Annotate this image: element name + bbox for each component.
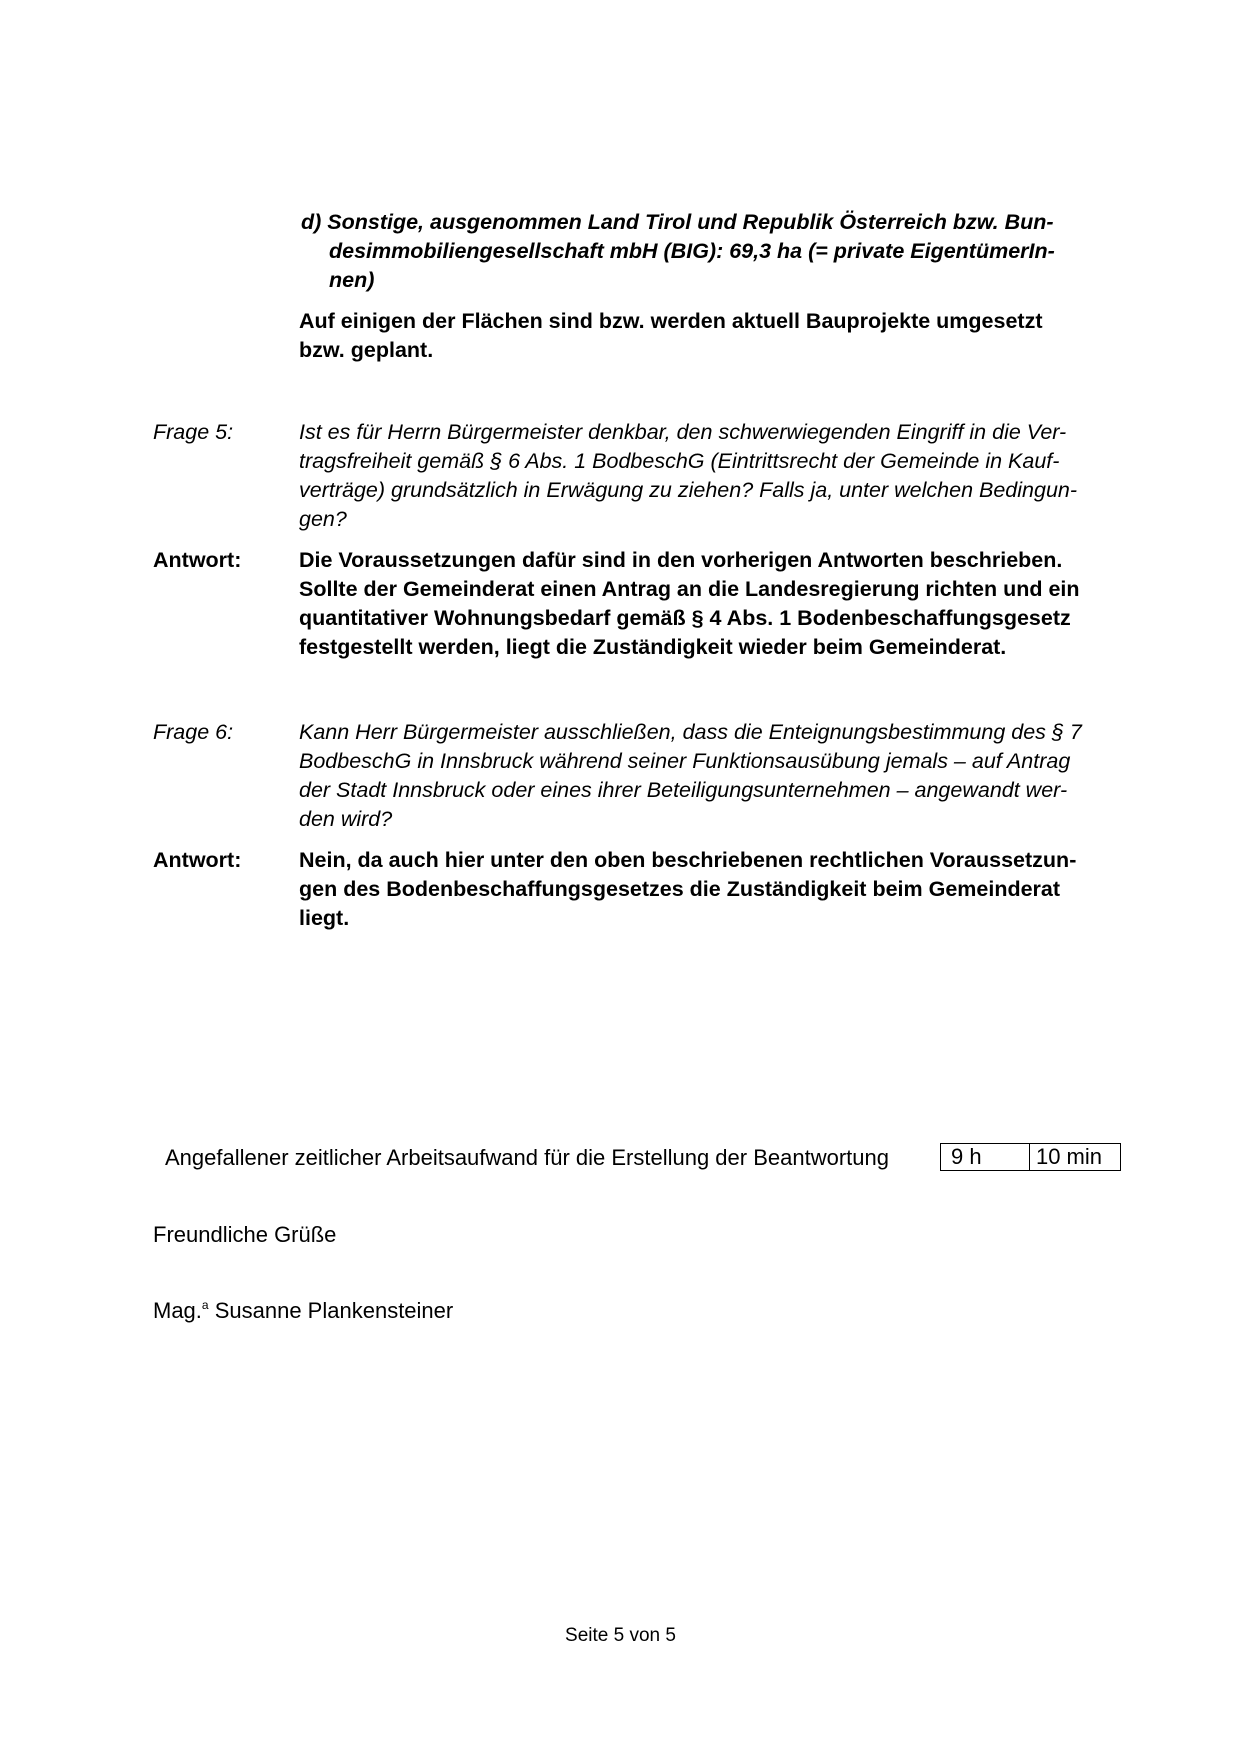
question-5-line-4: gen? xyxy=(299,507,347,531)
question-5-label: Frage 5: xyxy=(153,420,234,444)
greeting: Freundliche Grüße xyxy=(153,1222,337,1247)
item-d-line-2: desimmobiliengesellschaft mbH (BIG): 69,3 ha (= private EigentümerIn- xyxy=(329,239,1055,263)
effort-label: Angefallener zeitlicher Arbeitsaufwand für die Erstellung der Beantwortung xyxy=(165,1145,889,1170)
projects-note-line-1: Auf einigen der Flächen sind bzw. werden aktuell Bauprojekte umgesetzt xyxy=(299,309,1043,333)
answer-5-label: Antwort: xyxy=(153,548,242,572)
effort-minutes: 10 min xyxy=(1018,1143,1121,1171)
question-6-label: Frage 6: xyxy=(153,720,234,744)
question-6-line-3: der Stadt Innsbruck oder eines ihrer Beteiligungsunternehmen – angewandt wer- xyxy=(299,778,1068,802)
answer-5-line-4: festgestellt werden, liegt die Zuständigkeit wieder beim Gemeinderat. xyxy=(299,635,1007,659)
answer-6-line-3: liegt. xyxy=(299,906,350,930)
effort-hours: 9 h xyxy=(940,1143,1030,1171)
answer-6-line-2: gen des Bodenbeschaffungsgesetzes die Zuständigkeit beim Gemeinderat xyxy=(299,877,1061,901)
page-number: Seite 5 von 5 xyxy=(565,1625,676,1646)
item-d-line-3: nen) xyxy=(329,268,375,292)
question-6-line-2: BodbeschG in Innsbruck während seiner Funktionsausübung jemals – auf Antrag xyxy=(299,749,1071,773)
question-5-line-2: tragsfreiheit gemäß § 6 Abs. 1 BodbeschG (Eintrittsrecht der Gemeinde in Kauf- xyxy=(299,449,1060,473)
item-d-line-1: d) Sonstige, ausgenommen Land Tirol und Republik Österreich bzw. Bun- xyxy=(301,210,1054,234)
signature-title: Mag. xyxy=(153,1298,202,1323)
answer-5-line-3: quantitativer Wohnungsbedarf gemäß § 4 Abs. 1 Bodenbeschaffungsgesetz xyxy=(299,606,1071,630)
answer-6-label: Antwort: xyxy=(153,848,242,872)
signature-title-sup: a xyxy=(201,1298,209,1312)
signature-name xyxy=(153,1291,453,1325)
answer-5-line-1: Die Voraussetzungen dafür sind in den vorherigen Antworten beschrieben. xyxy=(299,548,1063,572)
question-6-line-1: Kann Herr Bürgermeister ausschließen, dass die Enteignungsbestimmung des § 7 xyxy=(299,720,1082,744)
projects-note-line-2: bzw. geplant. xyxy=(299,338,434,362)
question-6-line-4: den wird? xyxy=(299,807,393,831)
signature-fullname: Susanne Plankensteiner xyxy=(208,1298,454,1323)
answer-5-line-2: Sollte der Gemeinderat einen Antrag an die Landesregierung richten und ein xyxy=(299,577,1080,601)
question-5-line-1: Ist es für Herrn Bürgermeister denkbar, den schwerwiegenden Eingriff in die Ver- xyxy=(299,420,1067,444)
question-5-line-3: verträge) grundsätzlich in Erwägung zu ziehen? Falls ja, unter welchen Bedingun- xyxy=(299,478,1078,502)
answer-6-line-1: Nein, da auch hier unter den oben beschriebenen rechtlichen Voraussetzun- xyxy=(299,848,1077,872)
